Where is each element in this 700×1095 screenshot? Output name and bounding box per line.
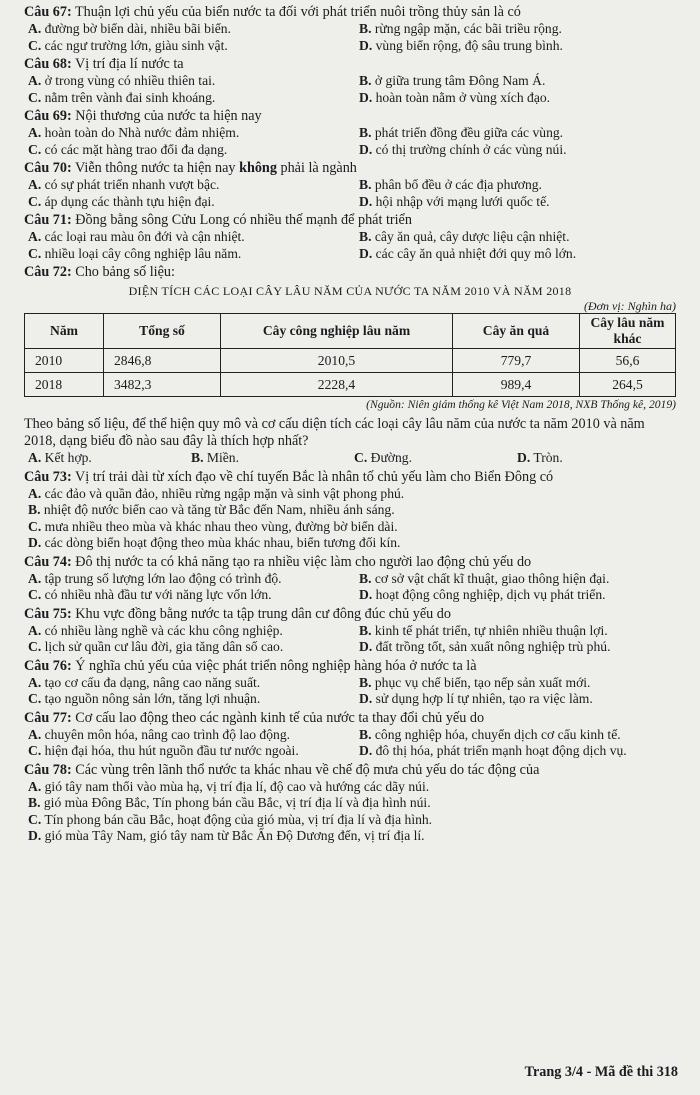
answer-option[interactable]: D. hội nhập với mạng lưới quốc tế.	[359, 193, 550, 209]
answer-options	[24, 486, 676, 552]
question-text: Đồng bằng sông Cửu Long có nhiều thế mạnh để phát triển	[75, 212, 412, 228]
question-number: Câu 76:	[24, 657, 72, 674]
question-text: Khu vực đồng bằng nước ta tập trung dân cư đông đúc chủ yếu do	[75, 605, 451, 622]
question-74	[24, 554, 676, 604]
table-source: (Nguồn: Niên giám thống kê Việt Nam 2018, NXB Thống kê, 2019)	[366, 398, 676, 411]
answer-options	[24, 450, 676, 467]
answer-option[interactable]: B. phục vụ chế biến, tạo nếp sản xuất mới.	[359, 674, 591, 690]
answer-option[interactable]: C. Tín phong bán cầu Bắc, hoạt động của gió mùa, vị trí địa lí và địa hình.	[28, 811, 433, 827]
answer-option[interactable]: C. lịch sử quần cư lâu đời, gia tăng dân số cao.	[28, 639, 284, 654]
answer-options	[24, 73, 676, 106]
header-cell: Năm	[25, 314, 104, 349]
table-cell: 2846,8	[104, 349, 221, 373]
question-75	[24, 606, 676, 656]
question-text: Nội thương của nước ta hiện nay	[75, 108, 262, 124]
answer-option[interactable]: C. có nhiều nhà đầu tư với năng lực vốn lớn.	[28, 587, 272, 602]
answer-option[interactable]: C. có các mặt hàng trao đổi đa dạng.	[28, 141, 228, 157]
answer-options	[24, 571, 676, 604]
question-text: Ý nghĩa chủ yếu của việc phát triển nông nghiệp hàng hóa ở nước ta là	[75, 657, 477, 674]
table-cell: 989,4	[453, 373, 580, 397]
answer-options	[24, 675, 676, 708]
answer-option[interactable]: B. công nghiệp hóa, chuyển dịch cơ cấu kinh tế.	[359, 726, 621, 742]
answer-option[interactable]: B. gió mùa Đông Bắc, Tín phong bán cầu Bắc, vị trí địa lí và địa hình núi.	[28, 795, 431, 810]
question-72-prompt: Theo bảng số liệu, để thể hiện quy mô và cơ cấu diện tích các loại cây lâu năm của nước ta năm 2010 và năm 2018, dạng biểu đồ nào sau đây là thích hợp nhất?	[24, 416, 645, 449]
answer-option[interactable]: D. có thị trường chính ở các vùng núi.	[359, 141, 567, 157]
answer-option[interactable]: A. hoàn toàn do Nhà nước đảm nhiệm.	[28, 125, 240, 140]
page-footer: Trang 3/4 - Mã đề thi 318	[524, 1064, 678, 1080]
header-cell: Cây ăn quả	[453, 314, 580, 349]
answer-option[interactable]: D. Tròn.	[517, 450, 563, 465]
question-68	[24, 56, 676, 106]
question-number: Câu 67:	[24, 4, 72, 20]
answer-option[interactable]: C. các ngư trường lớn, giàu sinh vật.	[28, 37, 228, 53]
table-cell: 2018	[25, 373, 104, 397]
answer-option[interactable]: B. Miền.	[191, 450, 239, 465]
answer-option[interactable]: A. có nhiều làng nghề và các khu công nghiệp.	[28, 622, 283, 638]
answer-option[interactable]: B. nhiệt độ nước biển cao và tăng từ Bắc đến Nam, nhiều ánh sáng.	[28, 502, 395, 517]
answer-option[interactable]: D. gió mùa Tây Nam, gió tây nam từ Bắc Ấn Độ Dương đến, vị trí địa lí.	[28, 828, 425, 843]
table-row	[25, 349, 676, 373]
table-cell: 264,5	[580, 373, 676, 397]
question-69	[24, 108, 676, 158]
answer-option[interactable]: D. hoạt động công nghiệp, dịch vụ phát triển.	[359, 587, 606, 602]
answer-options	[24, 177, 676, 210]
table-cell: 2010,5	[221, 349, 453, 373]
table-cell: 2010	[25, 349, 104, 373]
answer-option[interactable]: C. Đường.	[354, 450, 412, 465]
question-number: Câu 77:	[24, 709, 72, 726]
answer-option[interactable]: D. đất trồng tốt, sản xuất nông nghiệp trù phú.	[359, 639, 611, 654]
answer-option[interactable]: C. nằm trên vành đai sinh khoáng.	[28, 89, 216, 105]
answer-option[interactable]: B. phân bố đều ở các địa phương.	[359, 177, 542, 192]
question-number: Câu 69:	[24, 108, 72, 124]
table-title: DIỆN TÍCH CÁC LOẠI CÂY LÂU NĂM CỦA NƯỚC TA NĂM 2010 VÀ NĂM 2018	[128, 284, 572, 298]
answer-option[interactable]: A. Kết hợp.	[28, 450, 92, 465]
data-table	[24, 313, 676, 397]
question-number: Câu 75:	[24, 605, 72, 622]
answer-option[interactable]: A. tập trung số lượng lớn lao động có trình độ.	[28, 570, 282, 586]
answer-option[interactable]: D. đô thị hóa, phát triển mạnh hoạt động dịch vụ.	[359, 743, 627, 758]
header-cell: Tổng số	[104, 314, 221, 349]
answer-options	[24, 21, 676, 54]
answer-option[interactable]: B. ở giữa trung tâm Đông Nam Á.	[359, 73, 546, 88]
question-73	[24, 469, 676, 552]
question-number: Câu 71:	[24, 212, 72, 228]
answer-option[interactable]: B. kinh tế phát triển, tự nhiên nhiều thuận lợi.	[359, 622, 608, 638]
answer-option[interactable]: B. rừng ngập mặn, các bãi triều rộng.	[359, 21, 562, 36]
questions-top	[24, 4, 676, 262]
question-number: Câu 72:	[24, 264, 72, 280]
answer-option[interactable]: C. mưa nhiều theo mùa và khác nhau theo vùng, đường bờ biển dài.	[28, 518, 398, 534]
answer-options	[24, 229, 676, 262]
answer-option[interactable]: B. phát triển đồng đều giữa các vùng.	[359, 125, 564, 140]
question-text: Cho bảng số liệu:	[75, 264, 175, 280]
answer-option[interactable]: D. hoàn toàn nằm ở vùng xích đạo.	[359, 89, 551, 105]
answer-option[interactable]: C. hiện đại hóa, thu hút nguồn đầu tư nước ngoài.	[28, 743, 299, 758]
question-text: phải là ngành	[280, 160, 357, 176]
question-number: Câu 68:	[24, 56, 72, 72]
answer-option[interactable]: D. sử dụng hợp lí tự nhiên, tạo ra việc làm.	[359, 691, 593, 706]
question-76	[24, 658, 676, 708]
answer-options	[24, 623, 676, 656]
answer-options	[24, 727, 676, 760]
answer-options	[24, 125, 676, 158]
question-emphasis: không	[239, 160, 277, 176]
question-text: Các vùng trên lãnh thổ nước ta khác nhau về chế độ mưa chủ yếu do tác động của	[75, 761, 540, 778]
question-text: Vị trí địa lí nước ta	[75, 56, 184, 72]
question-72	[24, 264, 676, 467]
answer-option[interactable]: C. nhiều loại cây công nghiệp lâu năm.	[28, 245, 242, 261]
table-cell: 56,6	[580, 349, 676, 373]
question-text: Cơ cấu lao động theo các ngành kinh tế của nước ta thay đổi chủ yếu do	[75, 709, 485, 726]
questions-bottom	[24, 554, 676, 760]
answer-option[interactable]: C. áp dụng các thành tựu hiện đại.	[28, 193, 215, 209]
question-78	[24, 762, 676, 845]
question-77	[24, 710, 676, 760]
table-row	[25, 373, 676, 397]
answer-option[interactable]: A. chuyên môn hóa, nâng cao trình độ lao động.	[28, 726, 291, 742]
table-cell: 779,7	[453, 349, 580, 373]
answer-option[interactable]: A. ở trong vùng có nhiều thiên tai.	[28, 73, 216, 88]
answer-options	[24, 779, 676, 845]
header-cell: Cây lâu năm khác	[580, 314, 676, 349]
answer-option[interactable]: A. có sự phát triển nhanh vượt bậc.	[28, 177, 220, 192]
question-number: Câu 73:	[24, 468, 72, 485]
question-71	[24, 212, 676, 262]
question-number: Câu 70:	[24, 160, 72, 176]
question-number: Câu 78:	[24, 761, 72, 778]
answer-option[interactable]: B. cơ sở vật chất kĩ thuật, giao thông hiện đại.	[359, 570, 610, 586]
question-text: Viễn thông nước ta hiện nay	[75, 160, 236, 176]
header-cell: Cây công nghiệp lâu năm	[221, 314, 453, 349]
table-header-row	[25, 314, 676, 349]
answer-option[interactable]: A. các loại rau màu ôn đới và cận nhiệt.	[28, 229, 245, 244]
answer-option[interactable]: A. các đảo và quần đảo, nhiều rừng ngập mặn và sinh vật phong phú.	[28, 485, 405, 501]
table-cell: 3482,3	[104, 373, 221, 397]
question-text: Vị trí trải dài từ xích đạo về chí tuyến Bắc là nhân tố chủ yếu làm cho Biển Đông có	[75, 468, 554, 485]
question-number: Câu 74:	[24, 553, 72, 570]
answer-option[interactable]: D. vùng biển rộng, độ sâu trung bình.	[359, 37, 563, 53]
answer-option[interactable]: D. các cây ăn quả nhiệt đới quy mô lớn.	[359, 245, 577, 261]
answer-option[interactable]: A. đường bờ biển dài, nhiều bãi biển.	[28, 21, 231, 36]
table-cell: 2228,4	[221, 373, 453, 397]
answer-option[interactable]: C. tạo nguồn nông sản lớn, tăng lợi nhuận.	[28, 691, 261, 706]
answer-option[interactable]: D. các dòng biển hoạt động theo mùa khác nhau, biển tương đối kín.	[28, 535, 401, 550]
answer-option[interactable]: B. cây ăn quả, cây dược liệu cận nhiệt.	[359, 229, 570, 244]
question-70	[24, 160, 676, 210]
question-text: Thuận lợi chủ yếu của biển nước ta đối với phát triển nuôi trồng thủy sản là có	[75, 4, 521, 20]
question-text: Đô thị nước ta có khả năng tạo ra nhiều việc làm cho người lao động chủ yếu do	[75, 553, 532, 570]
answer-option[interactable]: A. gió tây nam thổi vào mùa hạ, vị trí địa lí, độ cao và hướng các dãy núi.	[28, 778, 430, 794]
table-unit: (Đơn vị: Nghìn ha)	[583, 299, 676, 313]
question-67	[24, 4, 676, 54]
answer-option[interactable]: A. tạo cơ cấu đa dạng, nâng cao năng suất.	[28, 674, 261, 690]
